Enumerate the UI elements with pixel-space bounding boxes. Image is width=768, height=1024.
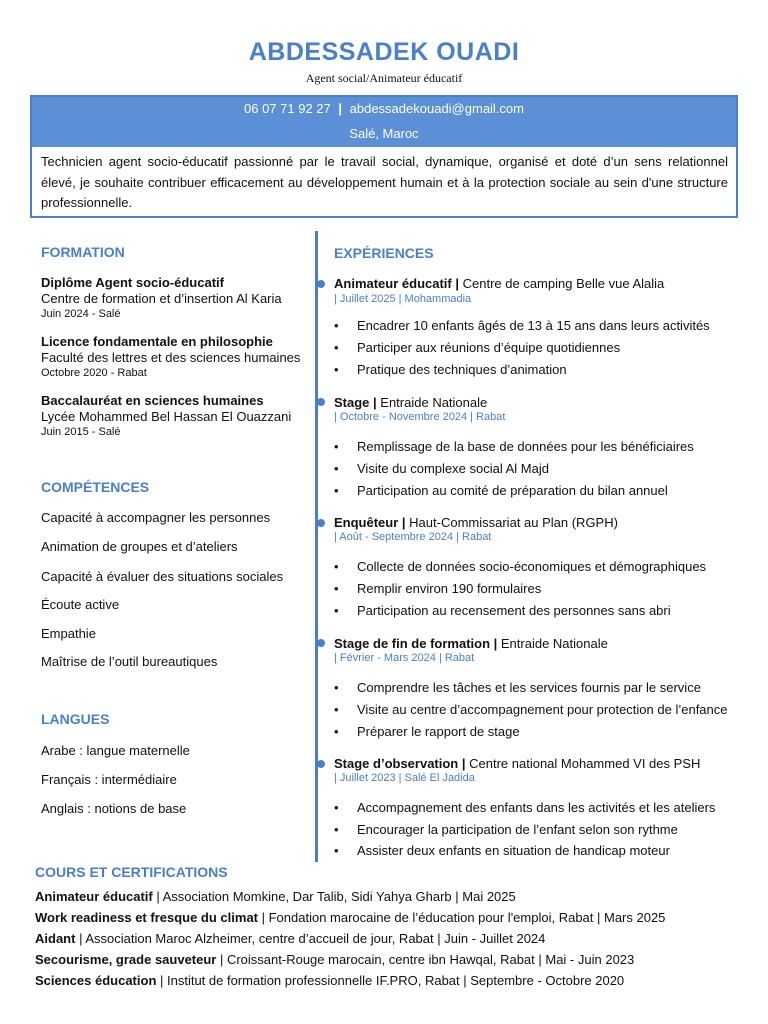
bullet-icon: • [334, 843, 339, 858]
task-text: Encourager la participation de l’enfant selon son rythme [357, 822, 678, 837]
certification-detail: | Fondation marocaine de l’éducation pour l'emploi, Rabat | Mars 2025 [258, 910, 666, 925]
certification-name: Aidant [35, 931, 76, 946]
competence-item: Empathie [41, 626, 96, 641]
formation-school: Lycée Mohammed Bel Hassan El Ouazzani [41, 409, 292, 424]
formation-item [41, 275, 311, 320]
experience-task [334, 603, 671, 618]
task-text: Collecte de données socio-économiques et démographiques [357, 559, 707, 574]
experience-org: Entraide Nationale [380, 395, 488, 410]
location: Salé, Maroc [349, 126, 419, 141]
formation-school: Faculté des lettres et des sciences humaines [41, 350, 301, 365]
langues-title: LANGUES [41, 711, 110, 727]
bullet-icon: • [334, 340, 339, 355]
experience-heading [334, 395, 487, 410]
bullet-icon: • [334, 483, 339, 498]
experience-heading [334, 636, 608, 651]
langue-item: Arabe : langue maternelle [41, 743, 190, 758]
timeline-dot [317, 519, 325, 527]
formation-degree: Licence fondamentale en philosophie [41, 334, 273, 349]
certification-name: Secourisme, grade sauveteur [35, 952, 217, 967]
contact-separator: | [338, 101, 343, 116]
certification-detail: | Association Momkine, Dar Talib, Sidi Yahya Gharb | Mai 2025 [152, 889, 516, 904]
experience-task [334, 702, 728, 717]
experience-task [334, 559, 707, 574]
experience-role: Stage d’observation | [334, 756, 466, 771]
email-address: abdessadekouadi@gmail.com [349, 101, 524, 116]
formation-title: FORMATION [41, 244, 125, 260]
experience-role: Stage | [334, 395, 377, 410]
experience-task [334, 439, 694, 454]
experience-meta: | Octobre - Novembre 2024 | Rabat [334, 411, 506, 423]
experience-task [334, 680, 701, 695]
task-text: Participation au recensement des personnes sans abri [357, 603, 671, 618]
task-text: Accompagnement des enfants dans les activités et les ateliers [357, 800, 716, 815]
timeline-dot [317, 280, 325, 288]
contact-phone-email [32, 101, 736, 116]
formation-item [41, 334, 311, 379]
formation-degree: Diplôme Agent socio-éducatif [41, 275, 224, 290]
experience-task [334, 340, 621, 355]
certification-name: Animateur éducatif [35, 889, 153, 904]
formation-date: Juin 2015 - Salé [41, 426, 121, 438]
certification-name: Work readiness et fresque du climat [35, 910, 258, 925]
certification-item [35, 931, 545, 946]
experience-task [334, 724, 520, 739]
experience-task [334, 318, 710, 333]
certification-item [35, 973, 624, 988]
task-text: Participation au comité de préparation du bilan annuel [357, 483, 668, 498]
certification-detail: | Institut de formation professionnelle IF.PRO, Rabat | Septembre - Octobre 2020 [156, 973, 625, 988]
experience-meta: | Août - Septembre 2024 | Rabat [334, 531, 492, 543]
certification-item [35, 910, 665, 925]
certifications-title: COURS ET CERTIFICATIONS [35, 864, 228, 880]
phone-number: 06 07 71 92 27 [244, 101, 331, 116]
experience-task [334, 800, 716, 815]
langue-item: Anglais : notions de base [41, 801, 187, 816]
formation-degree: Baccalauréat en sciences humaines [41, 393, 264, 408]
timeline-dot [317, 639, 325, 647]
certification-name: Sciences éducation [35, 973, 157, 988]
formation-school: Centre de formation et d’insertion Al Karia [41, 291, 282, 306]
certification-item [35, 889, 516, 904]
bullet-icon: • [334, 318, 339, 333]
bullet-icon: • [334, 559, 339, 574]
bullet-icon: • [334, 680, 339, 695]
experience-meta: | Juillet 2025 | Mohammadia [334, 293, 472, 305]
experience-heading [334, 276, 664, 291]
experience-org: Haut-Commissariat au Plan (RGPH) [409, 515, 618, 530]
experiences-title: EXPÉRIENCES [334, 245, 434, 261]
profile-summary: Technicien agent socio-éducatif passionné par le travail social, dynamique, organisé et doté d’un sens relationnel élevé, je souhaite contribuer efficacement au développement humain et à la protection sociale au sein d'une structure professionnelle. [41, 154, 728, 210]
experience-task [334, 483, 668, 498]
experience-role: Enquêteur | [334, 515, 406, 530]
experience-org: Centre de camping Belle vue Alalia [462, 276, 665, 291]
competences-title: COMPÉTENCES [41, 479, 150, 495]
bullet-icon: • [334, 702, 339, 717]
column-divider [315, 231, 318, 862]
experience-org: Centre national Mohammed VI des PSH [469, 756, 701, 771]
timeline-dot [317, 398, 325, 406]
task-text: Participer aux réunions d’équipe quotidiennes [357, 340, 621, 355]
formation-item [41, 393, 311, 438]
bullet-icon: • [334, 800, 339, 815]
task-text: Remplir environ 190 formulaires [357, 581, 542, 596]
competence-item: Capacité à évaluer des situations sociales [41, 569, 284, 584]
bullet-icon: • [334, 581, 339, 596]
bullet-icon: • [334, 461, 339, 476]
task-text: Assister deux enfants en situation de handicap moteur [357, 843, 670, 858]
experience-role: Animateur éducatif | [334, 276, 459, 291]
formation-date: Juin 2024 - Salé [41, 308, 121, 320]
task-text: Remplissage de la base de données pour les bénéficiaires [357, 439, 694, 454]
job-title: Agent social/Animateur éducatif [305, 71, 463, 85]
bullet-icon: • [334, 439, 339, 454]
bullet-icon: • [334, 362, 339, 377]
experience-task [334, 362, 567, 377]
certification-detail: | Association Maroc Alzheimer, centre d’accueil de jour, Rabat | Juin - Juillet 2024 [75, 931, 546, 946]
experience-heading [334, 756, 700, 771]
task-text: Encadrer 10 enfants âgés de 13 à 15 ans dans leurs activités [357, 318, 710, 333]
experience-org: Entraide Nationale [500, 636, 608, 651]
experience-heading [334, 515, 618, 530]
experience-task [334, 843, 670, 858]
experience-meta: | Juillet 2023 | Salé El Jadida [334, 772, 475, 784]
candidate-name: ABDESSADEK OUADI [248, 38, 520, 66]
bullet-icon: • [334, 603, 339, 618]
bullet-icon: • [334, 724, 339, 739]
competence-item: Écoute active [41, 597, 120, 612]
langue-item: Français : intermédiaire [41, 772, 177, 787]
experience-task [334, 461, 549, 476]
task-text: Préparer le rapport de stage [357, 724, 520, 739]
competence-item: Maîtrise de l’outil bureautiques [41, 654, 218, 669]
task-text: Comprendre les tâches et les services fournis par le service [357, 680, 701, 695]
task-text: Visite du complexe social Al Majd [357, 461, 549, 476]
formation-date: Octobre 2020 - Rabat [41, 367, 147, 379]
competence-item: Animation de groupes et d’ateliers [41, 539, 238, 554]
task-text: Pratique des techniques d’animation [357, 362, 567, 377]
certification-detail: | Croissant-Rouge marocain, centre ibn Hawqal, Rabat | Mai - Juin 2023 [216, 952, 635, 967]
experience-meta: | Février - Mars 2024 | Rabat [334, 652, 475, 664]
experience-role: Stage de fin de formation | [334, 636, 498, 651]
experience-task [334, 822, 678, 837]
competence-item: Capacité à accompagner les personnes [41, 510, 271, 525]
timeline-dot [317, 760, 325, 768]
task-text: Visite au centre d’accompagnement pour protection de l’enfance [357, 702, 728, 717]
certification-item [35, 952, 634, 967]
experience-task [334, 581, 542, 596]
bullet-icon: • [334, 822, 339, 837]
